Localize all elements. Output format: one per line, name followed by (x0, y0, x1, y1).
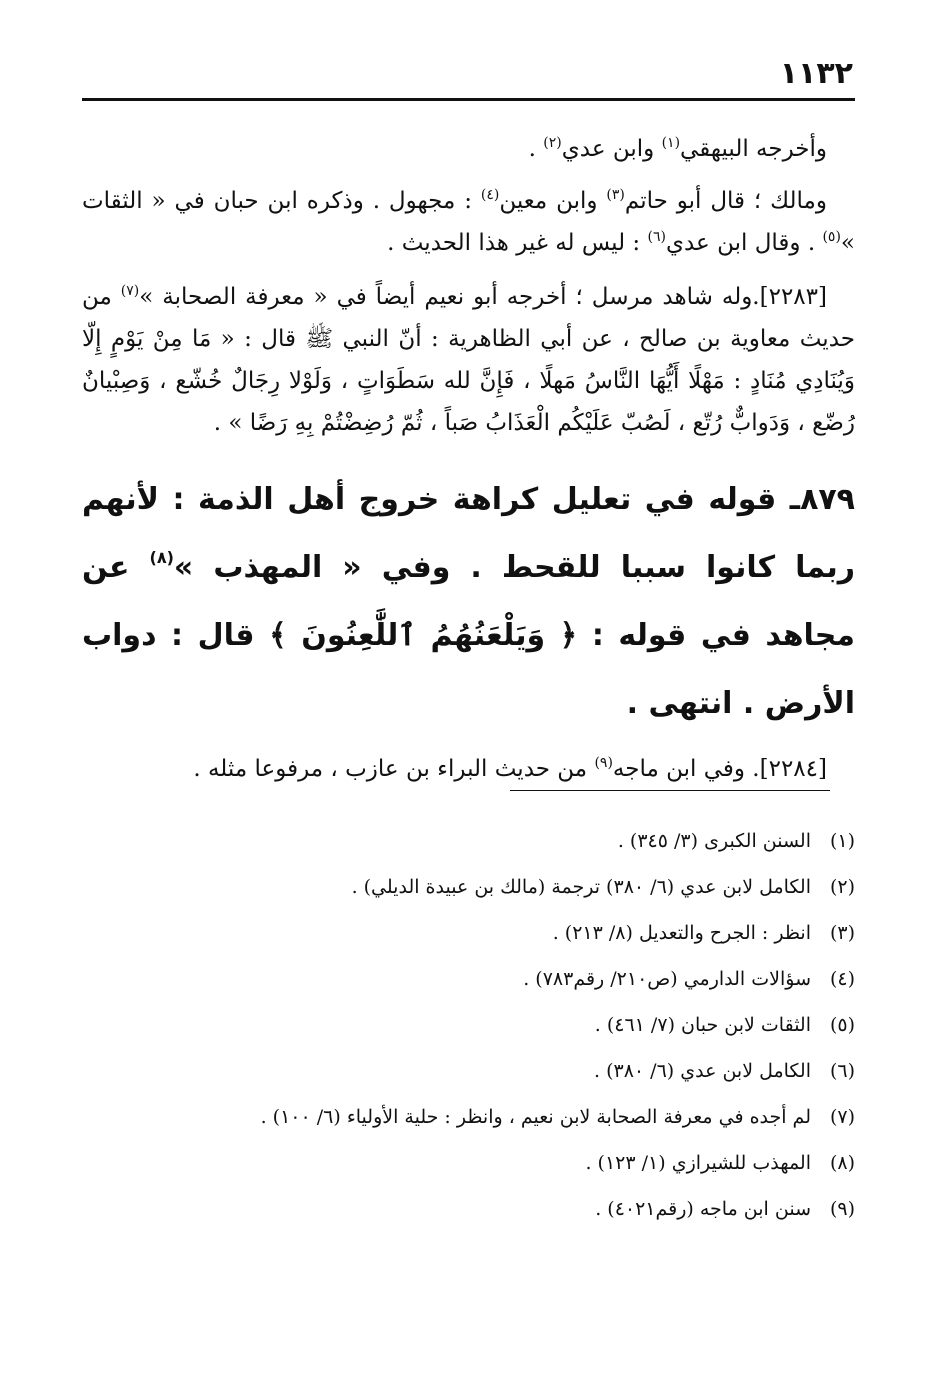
text-run: وأخرجه البيهقي (680, 136, 827, 162)
footnote-marker: (٢) (829, 876, 855, 898)
text-run: : ليس له غير هذا الحديث . (387, 230, 648, 256)
footnotes-list (82, 818, 855, 1232)
text-run: ومالك ؛ قال أبو حاتم (624, 188, 827, 214)
footnote-item (82, 1048, 855, 1094)
footnote-ref-5: (٥) (822, 229, 841, 245)
text-run: . وقال ابن عدي (665, 230, 823, 256)
footnote-marker: (١) (829, 830, 855, 852)
footnote-text: المهذب للشيرازي (١/ ١٢٣) . (585, 1152, 811, 1174)
footnote-text: سؤالات الدارمي (ص٢١٠/ رقم٧٨٣) . (523, 968, 811, 990)
text-run: . (528, 136, 544, 162)
footnote-text: لم أجده في معرفة الصحابة لابن نعيم ، وانظر : حلية الأولياء (٦/ ١٠٠) . (260, 1106, 811, 1128)
footnote-marker: (٨) (829, 1152, 855, 1174)
text-run: من حديث البراء بن عازب ، مرفوعا مثله . (193, 756, 595, 782)
text-run: [٢٢٨٤]. وفي ابن ماجه (612, 756, 827, 782)
footnote-separator (510, 790, 830, 791)
footnote-text: الكامل لابن عدي (٦/ ٣٨٠) ترجمة (مالك بن عبيدة الديلي) . (351, 876, 811, 898)
text-run: [٢٢٨٣].وله شاهد مرسل ؛ أخرجه أبو نعيم أيضاً في « معرفة الصحابة » (139, 284, 827, 310)
paragraph-3 (82, 276, 855, 444)
footnote-item (82, 1002, 855, 1048)
header-rule (82, 98, 855, 101)
page-number: ١١٣٢ (779, 56, 853, 91)
footnote-item (82, 910, 855, 956)
text-run: من حديث معاوية بن صالح ، عن أبي الظاهرية : أنّ النبي ﷺ قال : « مَا مِنْ يَوْمٍ إِلّا وَيُنَادِي مُنَادٍ : مَهْلًا أَيُّهَا النَّاسُ مَهلًا ، فَإِنَّ لله سَطَوَاتٍ ، وَلَوْلا رِجَالٌ خُشّع ، وَصِبْيانٌ رُضّع ، وَدَوابٌّ رُتّع ، لَصُبّ عَلَيْكُم الْعَذَابُ صَباً ، ثُمّ رُضِضْتُمْ بِهِ رَضًا » . (82, 284, 855, 436)
footnote-ref-3: (٣) (606, 187, 625, 203)
footnote-ref-2: (٢) (543, 135, 562, 151)
footnote-item (82, 1186, 855, 1232)
footnote-item (82, 818, 855, 864)
footnote-marker: (٦) (829, 1060, 855, 1082)
footnote-item (82, 1094, 855, 1140)
footnote-ref-7: (٧) (120, 283, 140, 299)
footnote-ref-1: (١) (661, 135, 681, 151)
footnote-marker: (٩) (829, 1198, 855, 1220)
paragraph-4 (82, 748, 855, 790)
footnote-ref-4: (٤) (480, 187, 500, 203)
text-run: ٨٧٩ـ قوله في تعليل كراهة خروج أهل الذمة : لأنهم ربما كانوا سببا للقحط . وفي « المهذب » (82, 482, 855, 585)
footnote-item (82, 1140, 855, 1186)
text-run: عن مجاهد في قوله : ﴿ وَيَلْعَنُهُمُ ٱللَّٰعِنُونَ ﴾ قال : دواب الأرض . انتهى . (82, 550, 855, 721)
footnote-marker: (٣) (829, 922, 855, 944)
footnote-text: السنن الكبرى (٣/ ٣٤٥) . (617, 830, 811, 852)
footnote-marker: (٧) (829, 1106, 855, 1128)
text-run: : مجهول . وذكره ابن حبان في « الثقات » (82, 188, 855, 256)
footnote-ref-9: (٩) (594, 755, 613, 771)
footnote-text: سنن ابن ماجه (رقم٤٠٢١) . (595, 1198, 811, 1220)
footnote-item (82, 956, 855, 1002)
text-run: وابن معين (499, 188, 607, 214)
text-run: وابن عدي (561, 136, 662, 162)
footnote-marker: (٥) (829, 1014, 855, 1036)
footnote-item (82, 864, 855, 910)
paragraph-1 (82, 128, 855, 170)
footnote-text: الكامل لابن عدي (٦/ ٣٨٠) . (593, 1060, 811, 1082)
footnote-ref-6: (٦) (647, 229, 666, 245)
footnote-text: الثقات لابن حبان (٧/ ٤٦١) . (594, 1014, 811, 1036)
footnote-ref-8: (٨) (149, 548, 174, 567)
main-text (82, 128, 855, 790)
footnote-marker: (٤) (829, 968, 855, 990)
footnote-text: انظر : الجرح والتعديل (٨/ ٢١٣) . (552, 922, 811, 944)
section-heading (82, 466, 855, 738)
paragraph-2 (82, 180, 855, 264)
